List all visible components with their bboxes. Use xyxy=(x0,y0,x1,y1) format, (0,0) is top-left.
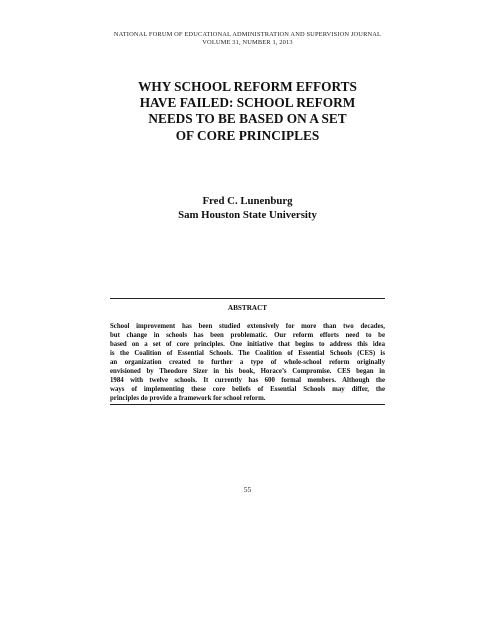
abstract-bottom-rule xyxy=(110,404,385,405)
author-block xyxy=(60,195,435,222)
title-line: WHY SCHOOL REFORM EFFORTS xyxy=(138,79,357,94)
running-head-journal: NATIONAL FORUM OF EDUCATIONAL ADMINISTRATION AND SUPERVISION JOURNAL xyxy=(113,31,382,38)
abstract-heading: ABSTRACT xyxy=(227,304,268,312)
title-line: HAVE FAILED: SCHOOL REFORM xyxy=(139,95,356,111)
title-line: OF CORE PRINCIPLES xyxy=(175,127,320,143)
abstract-text xyxy=(110,322,385,403)
author-name: Fred C. Lunenburg xyxy=(202,195,293,207)
abstract-line: an organization created to further a type of whole-school reform originally xyxy=(110,359,385,367)
abstract-line: envisioned by Theodore Sizer in his book, Horace’s Compromise. CES began in xyxy=(110,368,385,376)
abstract-line: School improvement has been studied extensively for more than two decades, xyxy=(110,323,385,330)
abstract-line: 1984 with twelve schools. It currently has 600 formal members. Although the xyxy=(110,377,385,385)
page-number: 55 xyxy=(243,485,252,494)
abstract-line: ways of implementing these core beliefs of Essential Schools may differ, the xyxy=(110,386,385,394)
abstract-line: is the Coalition of Essential Schools. The Coalition of Essential Schools (CES) is xyxy=(110,350,385,358)
abstract-line: principles do provide a framework for school reform. xyxy=(110,395,266,403)
title-line: NEEDS TO BE BASED ON A SET xyxy=(148,111,347,127)
article-title xyxy=(60,79,435,144)
author-affiliation: Sam Houston State University xyxy=(178,208,317,221)
abstract-line: based on a set of core principles. One initiative that begins to address this idea xyxy=(110,341,385,349)
running-head-volume: VOLUME 31, NUMBER 1, 2013 xyxy=(202,39,293,47)
abstract-line: but change in schools has been problematic. Our reform efforts need to be xyxy=(110,332,385,340)
running-head xyxy=(0,31,495,47)
abstract-top-rule xyxy=(110,298,385,299)
